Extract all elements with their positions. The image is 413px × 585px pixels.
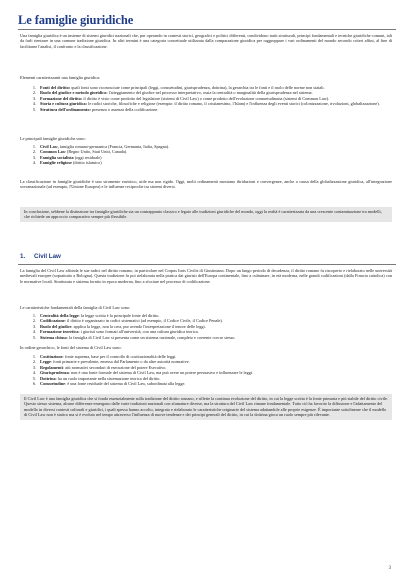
list-item-text: (Regno Unito, Stati Uniti, Canada). — [65, 149, 128, 155]
conclusion-box — [20, 207, 392, 222]
list-item-text: : è una fonte residuale del sistema di Civil Law, subordinata alla legge. — [65, 381, 186, 387]
list-item-term: Dottrina — [40, 375, 56, 381]
page-title: Le famiglie giuridiche — [18, 13, 134, 27]
list-item-term: Famiglie religiose — [40, 160, 72, 166]
list-item-text: : la legge scritta è la principale fonte del diritto. — [78, 313, 160, 318]
sources-list — [20, 354, 392, 386]
list-item-body — [40, 160, 102, 165]
list-item-text: : ha un ruolo importante nella sistemazione teorica del diritto. — [55, 375, 161, 381]
sources-lead: In ordine gerarchico, le fonti del sistema di Civil Law sono: — [20, 345, 122, 350]
list-item — [20, 160, 392, 165]
list-item-text: (diritto islamico) — [71, 160, 102, 166]
list-item-text: : fonti primarie e prevalente, emessa dal Parlamento o da altre autorità normative. — [50, 359, 190, 365]
list-item — [20, 107, 392, 112]
title-divider — [18, 29, 396, 30]
list-item-term: Regolamenti — [40, 364, 63, 370]
list-item-number: 5. — [32, 375, 36, 381]
list-item-body — [40, 107, 158, 112]
families-heading — [20, 136, 392, 141]
list-item-number: 4. — [32, 101, 36, 107]
elements-heading — [20, 75, 392, 80]
list-item-text: : la famiglia di Civil Law si presenta come un sistema razionale, completo e coerente con se stesso. — [66, 334, 236, 340]
list-item-text: : il diritto è organizzato in codici sistematici (ad esempio, il Codice Civile, il Codice Penale). — [64, 318, 223, 324]
list-item — [20, 335, 392, 340]
list-item-number: 1. — [32, 144, 36, 149]
list-item-number: 1. — [32, 354, 36, 359]
characteristics-lead: Le caratteristiche fondamentali della famiglia di Civil Law sono: — [20, 305, 131, 310]
list-item-number: 1. — [32, 313, 36, 318]
list-item-term: Centralità della legge — [40, 313, 79, 318]
list-item-number: 5. — [32, 334, 36, 340]
list-item-text: : i giuristi sono formati all'università, con una cultura giuridica teorica. — [78, 329, 199, 335]
list-item-number: 2. — [32, 90, 36, 96]
list-item — [20, 381, 392, 386]
list-item-text: quali fonti sono riconosciute come principali (leggi, consuetudini, giurisprudenza, dottrina), la gerarchia tra le fonti e il ruolo delle norme non statali. — [70, 85, 325, 90]
list-item-text: (oggi residuale) — [73, 154, 102, 160]
families-lead: Le principali famiglie giuridiche sono: — [20, 136, 86, 141]
list-item-number: 5. — [32, 106, 36, 112]
list-item-term: Legge — [40, 359, 51, 365]
elements-lead: Elementi caratterizzanti una famiglia giuridica: — [20, 75, 101, 80]
sources-heading — [20, 345, 392, 350]
list-item-term: Ruolo del giudice — [40, 323, 72, 329]
list-item-number: 4. — [32, 160, 36, 166]
section-heading — [20, 253, 61, 260]
intro-paragraph — [20, 33, 392, 49]
list-item-number: 3. — [32, 364, 36, 370]
list-item-number: 4. — [32, 329, 36, 335]
page-number: 3 — [388, 566, 391, 571]
characteristics-heading — [20, 305, 392, 310]
list-item-text: : atti normativi secondari di esecuzione del potere Esecutivo. — [62, 364, 167, 370]
list-item-term: Sistema chiuso — [40, 334, 67, 340]
list-item-text: le radici storiche, filosofiche e religiose (esempio: il diritto romano, il cristianesimo, l'Islam) e l'influenza degli eventi storici (colonizzazione, rivoluzioni, globalizzazione). — [87, 101, 380, 107]
classification-paragraph — [20, 179, 392, 190]
list-item-term: Ruolo del giudice e metodo giuridico: — [40, 90, 108, 96]
characteristics-list — [20, 313, 392, 340]
list-item-text: : applica la legge, non la crea, pur avendo l'interpretazione il tenore delle leggi. — [71, 323, 206, 329]
list-item-number: 3. — [32, 95, 36, 101]
list-item-number: 2. — [32, 318, 36, 324]
list-item-number: 4. — [32, 370, 36, 376]
civil-law-paragraph — [20, 268, 392, 284]
list-item-term: Giurisprudenza — [40, 370, 69, 376]
list-item-number: 3. — [32, 154, 36, 160]
civil-law-summary-box — [20, 394, 392, 420]
list-item-number: 2. — [32, 149, 36, 155]
list-item-body — [40, 335, 235, 340]
list-item-body — [40, 381, 185, 386]
section-title: Civil Law — [34, 253, 61, 260]
list-item-text: presenza o assenza della codificazione. — [90, 106, 159, 112]
families-list — [20, 144, 392, 166]
intro-text: Una famiglia giuridica è un insieme di sistemi giuridici nazionali che, pur operando in contesti storici, geografici e politici differenti, condividono tratti strutturali, principi fondamentali e tecniche giuridiche comuni, tali da farli rientrare in una comune tradizione giuridica. In altri termini è una categoria concettuale utilizzata dalla comparazione giuridica per raggruppare i vari ordinamenti del mondo secondo criteri affini, al fine di facilitarne l'analisi, il confronto e la classificazione. — [20, 33, 392, 49]
list-item-term: Famiglia socialista — [40, 154, 74, 160]
list-item-term: Fonti del diritto: — [40, 85, 71, 90]
list-item-text: famiglia romano-germanica (Francia, Germania, Italia, Spagna). — [58, 144, 170, 149]
elements-list — [20, 85, 392, 112]
civil-law-summary-text: Il Civil Law è una famiglia giuridica che si fonda essenzialmente sulla tradizione del diritto romano, e riflette la continua evoluzione del diritto, in cui la legge scritta è la fonte primaria e più stabile del diritto civile. Questo stesso sistema, alcune differenze emergono dalle varie tradizioni nazionali con sfumature diverse, ma la struttura del Civil Law rimane fondamentale. Tutto ciò ha favorito la diffusione e l'adattamento del modello in diversi contesti culturali e giuridici, i quali spesso hanno accolto, integrato e rielaborato le caratteristiche originarie del sistema adattandole alle proprie esigenze. È importante sottolineare che il modello di Civil Law non è statico ma si è evoluto nel tempo attraverso l'influenza di nuove tendenze e dei principi generali del diritto, in cui la dottrina gioca un ruolo sempre più rilevante. — [24, 396, 388, 418]
list-item-text: l'atteggiamento del giudice nel processo interpretativo, ossia la centralità o marginalità della giurisprudenza nel sistema. — [107, 90, 313, 96]
list-item-term: Formazione teoretica — [40, 329, 79, 335]
list-item-number: 6. — [32, 381, 36, 387]
list-item-term: Civil Law, — [40, 144, 59, 149]
list-item-text: : non è una fonte formale del sistema di Civil Law, ma può avere un potere persuasivo e influenzare le leggi. — [68, 370, 254, 376]
civil-law-text: La famiglia del Civil Law affonda le sue radici nel diritto romano, in particolare nel Corpus Iuris Civilis di Giustiniano. Dopo un lungo periodo di decadenza, il diritto romano fu riscoperto e rielaborato nelle università medievali europee (soprattutto a Bologna). Questa tradizione fu poi rielaborata nella pratica dai giuristi dell'Europa continentale, fino a culminare, in età moderna, nelle grandi codificazioni (dalla Francia cattolica) con le normative locali. Strutturata e sistema fornito in epoca moderna, fino a sfociare nel processo di codificazione. — [20, 268, 392, 284]
list-item-number: 3. — [32, 323, 36, 329]
list-item-term: Consuetudine — [40, 381, 66, 387]
list-item-text: : fonte suprema, base per il controllo di costituzionalità delle leggi. — [62, 354, 177, 359]
list-item-term: Struttura dell'ordinamento: — [40, 106, 91, 112]
conclusion-text: In conclusione, sebbene la distinzione tra famiglie giuridiche sia un contrappunto classico e legato alle tradizioni giuridiche del mondo, oggi la realtà è caratterizzata da una crescente contaminazione tra modelli, che richiede un approccio comparativo sempre più flessibile. — [24, 209, 382, 220]
list-item-term: Formazione del diritto: — [40, 95, 83, 101]
list-item-number: 1. — [32, 85, 36, 90]
list-item-term: Common Law — [40, 149, 66, 155]
list-item-term: Codificazione — [40, 318, 65, 324]
section-number: 1. — [20, 253, 26, 260]
list-item-term: Storia e cultura giuridica: — [40, 101, 88, 107]
section-divider — [18, 264, 396, 265]
list-item-text: il diritto è visto come prodotto del legislatore (sistemi di Civil Law) o come prodotto dell'evoluzione consuetudinaria (sistemi di Common Law). — [82, 95, 330, 101]
classification-text: La classificazione in famiglie giuridiche è uno strumento euristico, utile ma non rigido. Oggi, molti ordinamenti mostrano ibridazioni e convergenze, anche a causa della globalizzazione giuridica, all'integrazione sovranazionale (ad esempio, l'Unione Europea) e le influenze reciproche tra sistemi diversi. — [20, 179, 392, 190]
list-item-number: 2. — [32, 359, 36, 365]
list-item-term: Costituzione — [40, 354, 63, 359]
